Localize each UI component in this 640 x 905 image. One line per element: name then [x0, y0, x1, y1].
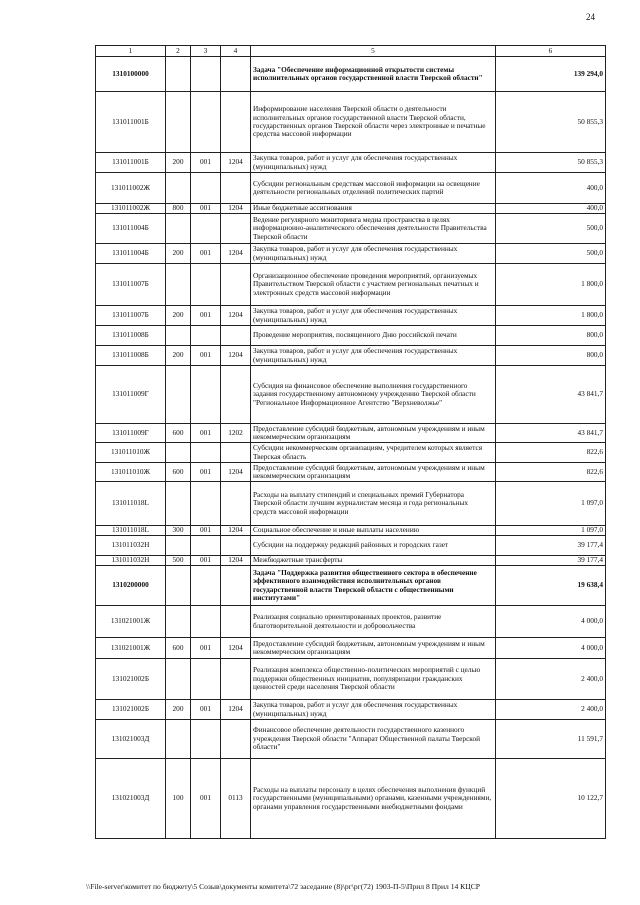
amount-cell: 50 855,3: [496, 153, 606, 173]
description-cell: Информирование населения Тверской области о деятельности исполнительных органов государственной власти Тверской области, государственных органов Тверской области через электронные и печатные средства массовой информации: [251, 92, 496, 153]
ved-cell: [191, 264, 221, 306]
kvr-cell: 200: [166, 346, 191, 366]
description-cell: Предоставление субсидий бюджетным, автономным учреждениям и иным некоммерческим организациям: [251, 638, 496, 659]
table-row: [96, 326, 606, 346]
description-cell: Субсидии на поддержку редакций районных и городских газет: [251, 536, 496, 556]
ved-cell: [191, 659, 221, 700]
kvr-cell: [166, 566, 191, 606]
kvr-cell: [166, 659, 191, 700]
amount-cell: 11 591,7: [496, 720, 606, 759]
ved-cell: 001: [191, 424, 221, 443]
table-row: [96, 759, 606, 839]
section-cell: 1202: [221, 424, 251, 443]
code-cell: 131011032Н: [96, 556, 166, 566]
table-row: [96, 92, 606, 153]
amount-cell: 1 800,0: [496, 306, 606, 326]
amount-cell: 822,6: [496, 443, 606, 463]
ved-cell: [191, 536, 221, 556]
ved-cell: [191, 443, 221, 463]
ved-cell: [191, 173, 221, 204]
description-cell: Закупка товаров, работ и услуг для обеспечения государственных (муниципальных) нужд: [251, 306, 496, 326]
kvr-cell: 600: [166, 463, 191, 482]
code-cell: 131011002Ж: [96, 204, 166, 214]
code-cell: 131011008Б: [96, 346, 166, 366]
ved-cell: 001: [191, 700, 221, 720]
table-row: [96, 424, 606, 443]
amount-cell: 500,0: [496, 244, 606, 264]
section-cell: [221, 173, 251, 204]
kvr-cell: [166, 264, 191, 306]
ved-cell: 001: [191, 638, 221, 659]
description-cell: Закупка товаров, работ и услуг для обеспечения государственных (муниципальных) нужд: [251, 700, 496, 720]
code-cell: 1310200000: [96, 566, 166, 606]
code-cell: 131011032Н: [96, 536, 166, 556]
amount-cell: 2 400,0: [496, 700, 606, 720]
kvr-cell: [166, 57, 191, 92]
code-cell: 131011004Б: [96, 214, 166, 244]
file-path-footer: \\File-server\комитет по бюджету\5 Созыв\документы комитета\72 заседание (8)\рг\рг(72) 1903-П-5\Прил 8 Прил 14 КЦСР: [86, 882, 481, 891]
section-cell: 1204: [221, 204, 251, 214]
amount-cell: 1 800,0: [496, 264, 606, 306]
amount-cell: 43 841,7: [496, 424, 606, 443]
section-cell: [221, 264, 251, 306]
code-cell: 131021003Д: [96, 759, 166, 839]
amount-cell: 139 294,0: [496, 57, 606, 92]
amount-cell: 822,6: [496, 463, 606, 482]
kvr-cell: 200: [166, 153, 191, 173]
header-col-4: 4: [221, 46, 251, 57]
description-cell: Социальное обеспечение и иные выплаты населению: [251, 526, 496, 536]
amount-cell: 4 000,0: [496, 638, 606, 659]
description-cell: Закупка товаров, работ и услуг для обеспечения государственных (муниципальных) нужд: [251, 153, 496, 173]
amount-cell: 19 638,4: [496, 566, 606, 606]
description-cell: Субсидии региональным средствам массовой информации на освещение деятельности региональных отделений политических партий: [251, 173, 496, 204]
kvr-cell: 600: [166, 424, 191, 443]
amount-cell: 1 097,0: [496, 482, 606, 526]
kvr-cell: [166, 443, 191, 463]
ved-cell: [191, 566, 221, 606]
ved-cell: 001: [191, 759, 221, 839]
code-cell: 131021001Ж: [96, 638, 166, 659]
kvr-cell: 500: [166, 556, 191, 566]
ved-cell: [191, 606, 221, 638]
ved-cell: 001: [191, 153, 221, 173]
table-row: [96, 482, 606, 526]
table-row: [96, 536, 606, 556]
description-cell: Реализация комплекса общественно-политических мероприятий с целью поддержки общественных инициатив, популяризации гражданских ценностей среди населения Тверской области: [251, 659, 496, 700]
amount-cell: 50 855,3: [496, 92, 606, 153]
table-row: [96, 659, 606, 700]
ved-cell: [191, 326, 221, 346]
code-cell: 131011001Б: [96, 153, 166, 173]
kvr-cell: [166, 366, 191, 424]
section-cell: 1204: [221, 463, 251, 482]
ved-cell: 001: [191, 556, 221, 566]
ved-cell: 001: [191, 346, 221, 366]
table-row: [96, 57, 606, 92]
section-cell: [221, 326, 251, 346]
table-row: [96, 346, 606, 366]
table-row: [96, 153, 606, 173]
code-cell: 131011010Ж: [96, 463, 166, 482]
section-cell: [221, 482, 251, 526]
kvr-cell: [166, 214, 191, 244]
section-cell: 0113: [221, 759, 251, 839]
table-row: [96, 173, 606, 204]
kvr-cell: 200: [166, 700, 191, 720]
header-col-2: 2: [166, 46, 191, 57]
kvr-cell: 200: [166, 244, 191, 264]
section-cell: 1204: [221, 153, 251, 173]
section-cell: [221, 214, 251, 244]
amount-cell: 500,0: [496, 214, 606, 244]
section-cell: 1204: [221, 346, 251, 366]
kvr-cell: 200: [166, 306, 191, 326]
code-cell: 131021002Б: [96, 700, 166, 720]
budget-table: [95, 45, 606, 839]
kvr-cell: 800: [166, 204, 191, 214]
amount-cell: 2 400,0: [496, 659, 606, 700]
amount-cell: 400,0: [496, 173, 606, 204]
section-cell: [221, 92, 251, 153]
amount-cell: 800,0: [496, 346, 606, 366]
description-cell: Задача "Поддержка развития общественного сектора в обеспечение эффективного взаимодействия исполнительных органов государственной власти Тверской области с общественными институтами": [251, 566, 496, 606]
ved-cell: 001: [191, 244, 221, 264]
header-col-5: 5: [251, 46, 496, 57]
ved-cell: 001: [191, 204, 221, 214]
page-number: 24: [586, 12, 595, 22]
amount-cell: 39 177,4: [496, 536, 606, 556]
ved-cell: 001: [191, 526, 221, 536]
kvr-cell: [166, 606, 191, 638]
kvr-cell: [166, 720, 191, 759]
header-col-3: 3: [191, 46, 221, 57]
ved-cell: 001: [191, 463, 221, 482]
section-cell: [221, 57, 251, 92]
section-cell: [221, 566, 251, 606]
amount-cell: 1 097,0: [496, 526, 606, 536]
description-cell: Закупка товаров, работ и услуг для обеспечения государственных (муниципальных) нужд: [251, 346, 496, 366]
kvr-cell: 600: [166, 638, 191, 659]
section-cell: 1204: [221, 306, 251, 326]
code-cell: 131011002Ж: [96, 173, 166, 204]
description-cell: Субсидии некоммерческим организациям, учредителем которых является Тверская область: [251, 443, 496, 463]
description-cell: Ведение регулярного мониторинга медиа пространства в целях информационно-аналитического обеспечения деятельности Правительства Тверской области: [251, 214, 496, 244]
amount-cell: 43 841,7: [496, 366, 606, 424]
ved-cell: [191, 214, 221, 244]
ved-cell: [191, 92, 221, 153]
section-cell: 1204: [221, 638, 251, 659]
amount-cell: 800,0: [496, 326, 606, 346]
kvr-cell: [166, 536, 191, 556]
description-cell: Реализация социально ориентированных проектов, развитие благотворительной деятельности и добровольчества: [251, 606, 496, 638]
description-cell: Расходы на выплату стипендий и специальных премий Губернатора Тверской области лучшим журналистам месяца и года региональных средств массовой информации: [251, 482, 496, 526]
code-cell: 131011004Б: [96, 244, 166, 264]
code-cell: 131021003Д: [96, 720, 166, 759]
ved-cell: [191, 366, 221, 424]
section-cell: [221, 366, 251, 424]
code-cell: 131011008Б: [96, 326, 166, 346]
description-cell: Предоставление субсидий бюджетным, автономным учреждениям и иным некоммерческим организациям: [251, 463, 496, 482]
section-cell: [221, 720, 251, 759]
section-cell: 1204: [221, 556, 251, 566]
description-cell: Закупка товаров, работ и услуг для обеспечения государственных (муниципальных) нужд: [251, 244, 496, 264]
table-row: [96, 463, 606, 482]
code-cell: 131011018L: [96, 482, 166, 526]
ved-cell: [191, 482, 221, 526]
code-cell: 131011007Б: [96, 264, 166, 306]
code-cell: 1310100000: [96, 57, 166, 92]
kvr-cell: 300: [166, 526, 191, 536]
table-row: [96, 366, 606, 424]
table-row: [96, 526, 606, 536]
code-cell: 131021001Ж: [96, 606, 166, 638]
header-col-6: 6: [496, 46, 606, 57]
description-cell: Финансовое обеспечение деятельности государственного казенного учреждения Тверской области "Аппарат Общественной палаты Тверской области": [251, 720, 496, 759]
description-cell: Предоставление субсидий бюджетным, автономным учреждениям и иным некоммерческим организациям: [251, 424, 496, 443]
amount-cell: 10 122,7: [496, 759, 606, 839]
table-row: [96, 214, 606, 244]
table-row: [96, 306, 606, 326]
amount-cell: 39 177,4: [496, 556, 606, 566]
ved-cell: [191, 720, 221, 759]
section-cell: [221, 659, 251, 700]
table-row: [96, 606, 606, 638]
table-row: [96, 556, 606, 566]
code-cell: 131021002Б: [96, 659, 166, 700]
code-cell: 131011009Г: [96, 424, 166, 443]
ved-cell: 001: [191, 306, 221, 326]
table-row: [96, 204, 606, 214]
amount-cell: 400,0: [496, 204, 606, 214]
kvr-cell: [166, 326, 191, 346]
kvr-cell: [166, 482, 191, 526]
table-row: [96, 720, 606, 759]
ved-cell: [191, 57, 221, 92]
table-row: [96, 566, 606, 606]
description-cell: Субсидия на финансовое обеспечение выполнения государственного задания государственному автономному учреждению Тверской области "Региональное Информационное Агентство "Верхневолжье": [251, 366, 496, 424]
description-cell: Межбюджетные трансферты: [251, 556, 496, 566]
section-cell: [221, 606, 251, 638]
table-row: [96, 700, 606, 720]
table-row: [96, 244, 606, 264]
description-cell: Проведение мероприятия, посвященного Дню российской печати: [251, 326, 496, 346]
amount-cell: 4 000,0: [496, 606, 606, 638]
header-col-1: 1: [96, 46, 166, 57]
code-cell: 131011001Б: [96, 92, 166, 153]
description-cell: Организационное обеспечение проведения мероприятий, организуемых Правительством Тверской области с участием региональных печатных и электронных средств массовой информации: [251, 264, 496, 306]
code-cell: 131011018L: [96, 526, 166, 536]
code-cell: 131011010Ж: [96, 443, 166, 463]
section-cell: [221, 443, 251, 463]
table-row: [96, 264, 606, 306]
description-cell: Иные бюджетные ассигнования: [251, 204, 496, 214]
kvr-cell: [166, 92, 191, 153]
section-cell: 1204: [221, 244, 251, 264]
kvr-cell: [166, 173, 191, 204]
table-row: [96, 638, 606, 659]
section-cell: 1204: [221, 700, 251, 720]
header-row: [96, 46, 606, 57]
code-cell: 131011009Г: [96, 366, 166, 424]
code-cell: 131011007Б: [96, 306, 166, 326]
description-cell: Задача "Обеспечение информационной открытости системы исполнительных органов государственной власти Тверской области": [251, 57, 496, 92]
kvr-cell: 100: [166, 759, 191, 839]
description-cell: Расходы на выплаты персоналу в целях обеспечения выполнения функций государственными (муниципальными) органами, казенными учреждениями, органами управления государственными внебюджетными фондами: [251, 759, 496, 839]
table-row: [96, 443, 606, 463]
section-cell: 1204: [221, 526, 251, 536]
section-cell: [221, 536, 251, 556]
